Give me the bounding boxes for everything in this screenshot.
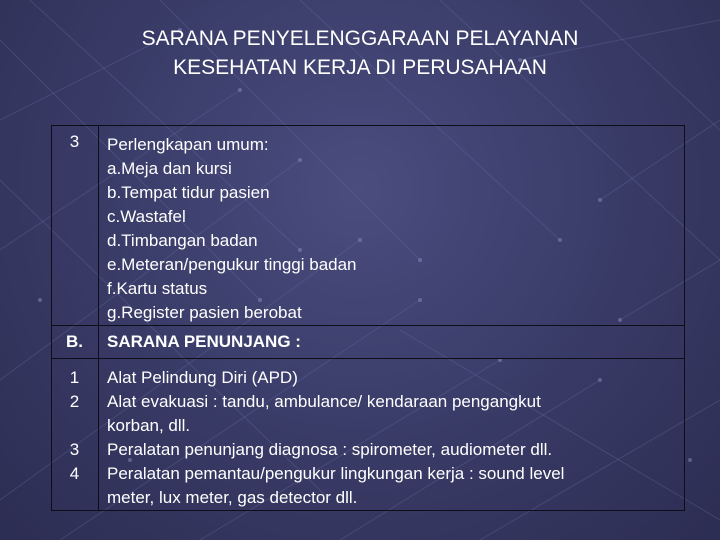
slide-title-line-1: SARANA PENYELENGGARAAN PELAYANAN <box>141 27 579 50</box>
item-number: 1 <box>69 368 80 387</box>
list-item: a.Meja dan kursi <box>107 159 232 178</box>
table-row-3-numbers <box>51 366 98 510</box>
list-item: Peralatan pemantau/pengukur lingkungan kerja : sound level <box>107 464 565 483</box>
list-item: Perlengkapan umum: <box>107 135 269 154</box>
list-item: Alat Pelindung Diri (APD) <box>107 368 298 387</box>
table-row-3-content <box>107 366 682 510</box>
item-number <box>51 414 98 438</box>
item-number: 3 <box>69 440 80 459</box>
slide-title <box>0 24 720 82</box>
list-item: b.Tempat tidur pasien <box>107 183 270 202</box>
table-row-divider-1 <box>51 325 685 326</box>
list-item: Peralatan penunjang diagnosa : spirometer, audiometer dll. <box>107 440 553 459</box>
list-item: g.Register pasien berobat <box>107 303 302 322</box>
section-heading: SARANA PENUNJANG : <box>107 332 301 351</box>
table-row-1-number: 3 <box>69 132 80 151</box>
table-column-divider <box>98 125 99 511</box>
list-item: korban, dll. <box>107 416 191 435</box>
table-row-1-content <box>107 133 682 325</box>
list-item: d.Timbangan badan <box>107 231 258 250</box>
list-item: c.Wastafel <box>107 207 186 226</box>
list-item: meter, lux meter, gas detector dll. <box>107 488 358 507</box>
list-item: Alat evakuasi : tandu, ambulance/ kendaraan pengangkut <box>107 392 541 411</box>
slide-title-line-2: KESEHATAN KERJA DI PERUSAHAAN <box>173 56 547 79</box>
item-number <box>51 486 98 510</box>
table-row-2-content <box>107 330 682 354</box>
list-item: e.Meteran/pengukur tinggi badan <box>107 255 357 274</box>
table-row-divider-2 <box>51 358 685 359</box>
item-number: 2 <box>69 392 80 411</box>
item-number: 4 <box>69 464 80 483</box>
table-row-2-number: B. <box>66 332 83 351</box>
list-item: f.Kartu status <box>107 279 208 298</box>
